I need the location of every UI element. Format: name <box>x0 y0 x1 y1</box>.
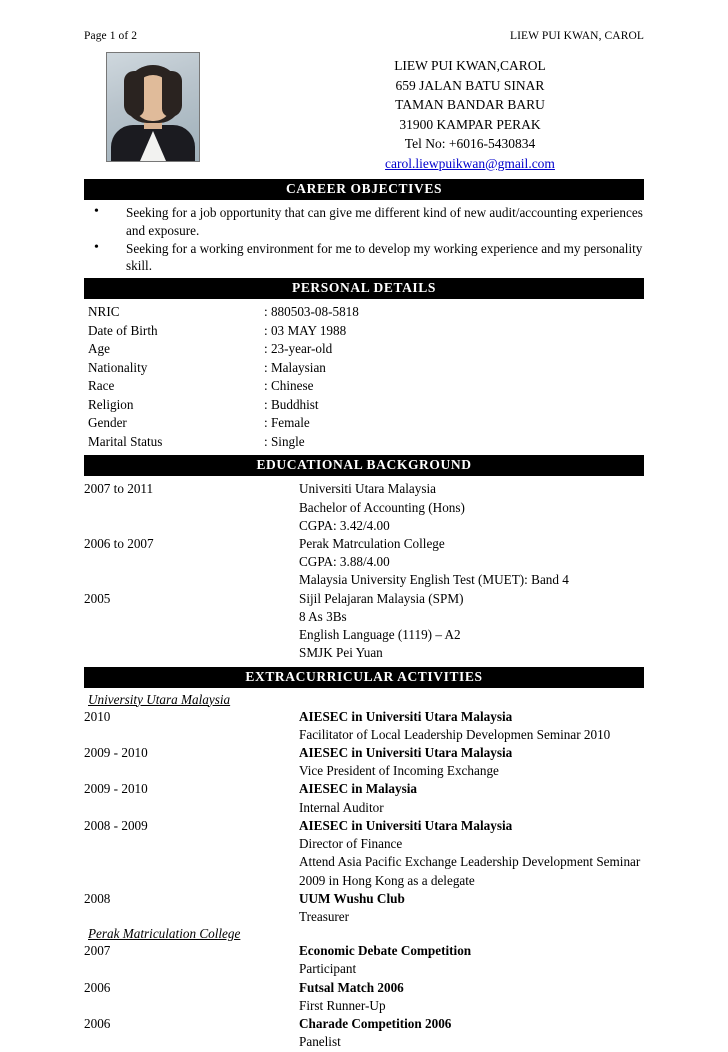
detail-value: : 23-year-old <box>264 341 333 357</box>
activity-line: Facilitator of Local Leadership Developmen Seminar 2010 <box>299 726 611 742</box>
education-line: Malaysia University English Test (MUET): Band 4 <box>299 572 569 588</box>
detail-label: Marital Status <box>88 433 163 449</box>
detail-label: NRIC <box>88 304 120 319</box>
extracurricular-group-2-title: Perak Matriculation College <box>88 926 241 942</box>
activity-detail <box>299 942 644 978</box>
table-row <box>84 414 644 433</box>
activity-year: 2006 <box>84 979 111 995</box>
activity-line: Participant <box>299 961 357 977</box>
detail-value: : Buddhist <box>264 396 319 412</box>
activity-detail <box>299 890 644 926</box>
phone-number: Tel No: +6016-5430834 <box>404 136 536 152</box>
list-item: • Seeking for a working environment for me to develop my working experience and my personality skill. <box>84 240 644 274</box>
activity-title: Charade Competition 2006 <box>299 1016 452 1032</box>
education-line: Bachelor of Accounting (Hons) <box>299 499 465 515</box>
header-name-label: LIEW PUI KWAN, CAROL <box>509 30 644 42</box>
section-header-career-objectives: CAREER OBJECTIVES <box>84 179 644 200</box>
table-row <box>84 480 644 535</box>
education-line: 8 As 3Bs <box>299 608 347 624</box>
detail-value: : Chinese <box>264 378 314 394</box>
identity-block <box>84 52 644 173</box>
detail-value: : 880503-08-5818 <box>264 304 359 319</box>
activity-year: 2007 <box>84 943 111 959</box>
table-row <box>84 890 644 926</box>
table-row <box>84 979 644 1015</box>
detail-label: Gender <box>88 415 127 431</box>
table-row <box>84 590 644 663</box>
table-row <box>84 942 644 978</box>
detail-label: Age <box>88 341 110 357</box>
activity-year: 2006 <box>84 1016 111 1032</box>
profile-photo <box>106 52 200 162</box>
detail-value: : Female <box>264 415 310 431</box>
activity-year: 2008 - 2009 <box>84 817 148 833</box>
table-row <box>84 433 644 452</box>
detail-label: Race <box>88 378 115 394</box>
education-line: English Language (1119) – A2 <box>299 627 461 643</box>
activity-line: Vice President of Incoming Exchange <box>299 763 499 779</box>
table-row <box>84 303 644 322</box>
education-detail <box>299 535 644 590</box>
table-row <box>84 396 644 415</box>
photo-column <box>84 52 296 162</box>
activity-line: First Runner-Up <box>299 997 386 1013</box>
activity-title: AIESEC in Universiti Utara Malaysia <box>299 708 513 724</box>
activity-line: Treasurer <box>299 908 350 924</box>
table-row <box>84 340 644 359</box>
activity-detail <box>299 979 644 1015</box>
table-row <box>84 708 644 744</box>
detail-label: Date of Birth <box>88 322 158 338</box>
education-detail <box>299 480 644 535</box>
education-line: Sijil Pelajaran Malaysia (SPM) <box>299 590 464 606</box>
page-header <box>84 30 644 42</box>
activity-line: Attend Asia Pacific Exchange Leadership Development Seminar <box>299 854 641 870</box>
education-line: SMJK Pei Yuan <box>299 645 383 661</box>
education-table <box>84 480 644 662</box>
education-year: 2005 <box>84 590 111 606</box>
list-item: • Seeking for a job opportunity that can give me different kind of new audit/accounting experiences and exposure. <box>84 204 644 238</box>
table-row <box>84 744 644 780</box>
activity-title: Futsal Match 2006 <box>299 979 404 995</box>
extracurricular-table-group-1 <box>84 708 644 927</box>
education-year: 2007 to 2011 <box>84 481 154 497</box>
activity-title: AIESEC in Universiti Utara Malaysia <box>299 817 513 833</box>
education-line: Universiti Utara Malaysia <box>299 481 436 497</box>
email-link[interactable]: carol.liewpuikwan@gmail.com <box>385 155 555 171</box>
activity-title: AIESEC in Malaysia <box>299 781 417 797</box>
career-objectives-list <box>84 204 644 274</box>
activity-line: Director of Finance <box>299 836 403 852</box>
table-row <box>84 1015 644 1051</box>
education-line: Perak Matrculation College <box>299 536 445 552</box>
activity-line: Panelist <box>299 1034 341 1050</box>
detail-label: Nationality <box>88 359 148 375</box>
address-line-3: 31900 KAMPAR PERAK <box>399 116 541 132</box>
education-detail <box>299 590 644 663</box>
activity-year: 2009 - 2010 <box>84 745 148 760</box>
activity-line: Internal Auditor <box>299 799 384 815</box>
detail-label: Religion <box>88 396 134 412</box>
activity-detail <box>299 1015 644 1051</box>
table-row <box>84 780 644 816</box>
extracurricular-table-group-2 <box>84 942 644 1051</box>
page-number-label: Page 1 of 2 <box>84 30 138 42</box>
activity-year: 2010 <box>84 708 111 724</box>
address-line-1: 659 JALAN BATU SINAR <box>395 77 545 93</box>
address-line-2: TAMAN BANDAR BARU <box>395 97 545 113</box>
activity-line: 2009 in Hong Kong as a delegate <box>299 872 475 888</box>
activity-title: Economic Debate Competition <box>299 943 472 959</box>
candidate-name: LIEW PUI KWAN,CAROL <box>394 58 546 73</box>
extracurricular-group-1-title: University Utara Malaysia <box>88 691 231 707</box>
activity-detail <box>299 744 644 780</box>
section-header-personal-details: PERSONAL DETAILS <box>84 278 644 299</box>
table-row <box>84 535 644 590</box>
section-header-educational-background: EDUCATIONAL BACKGROUND <box>84 455 644 476</box>
table-row <box>84 817 644 890</box>
activity-detail <box>299 708 644 744</box>
contact-block <box>296 52 644 173</box>
activity-detail <box>299 817 644 890</box>
detail-value: : Malaysian <box>264 359 326 375</box>
education-line: CGPA: 3.88/4.00 <box>299 554 390 570</box>
table-row <box>84 359 644 378</box>
table-row <box>84 322 644 341</box>
activity-title: UUM Wushu Club <box>299 890 405 906</box>
education-line: CGPA: 3.42/4.00 <box>299 517 390 533</box>
activity-detail <box>299 780 644 816</box>
activity-year: 2009 - 2010 <box>84 781 148 797</box>
activity-year: 2008 <box>84 890 111 906</box>
personal-details-table <box>84 303 644 451</box>
section-header-extracurricular-activities: EXTRACURRICULAR ACTIVITIES <box>84 667 644 688</box>
detail-value: : 03 MAY 1988 <box>264 322 347 338</box>
activity-title: AIESEC in Universiti Utara Malaysia <box>299 745 513 760</box>
detail-value: : Single <box>264 433 305 449</box>
table-row <box>84 377 644 396</box>
education-year: 2006 to 2007 <box>84 536 154 552</box>
